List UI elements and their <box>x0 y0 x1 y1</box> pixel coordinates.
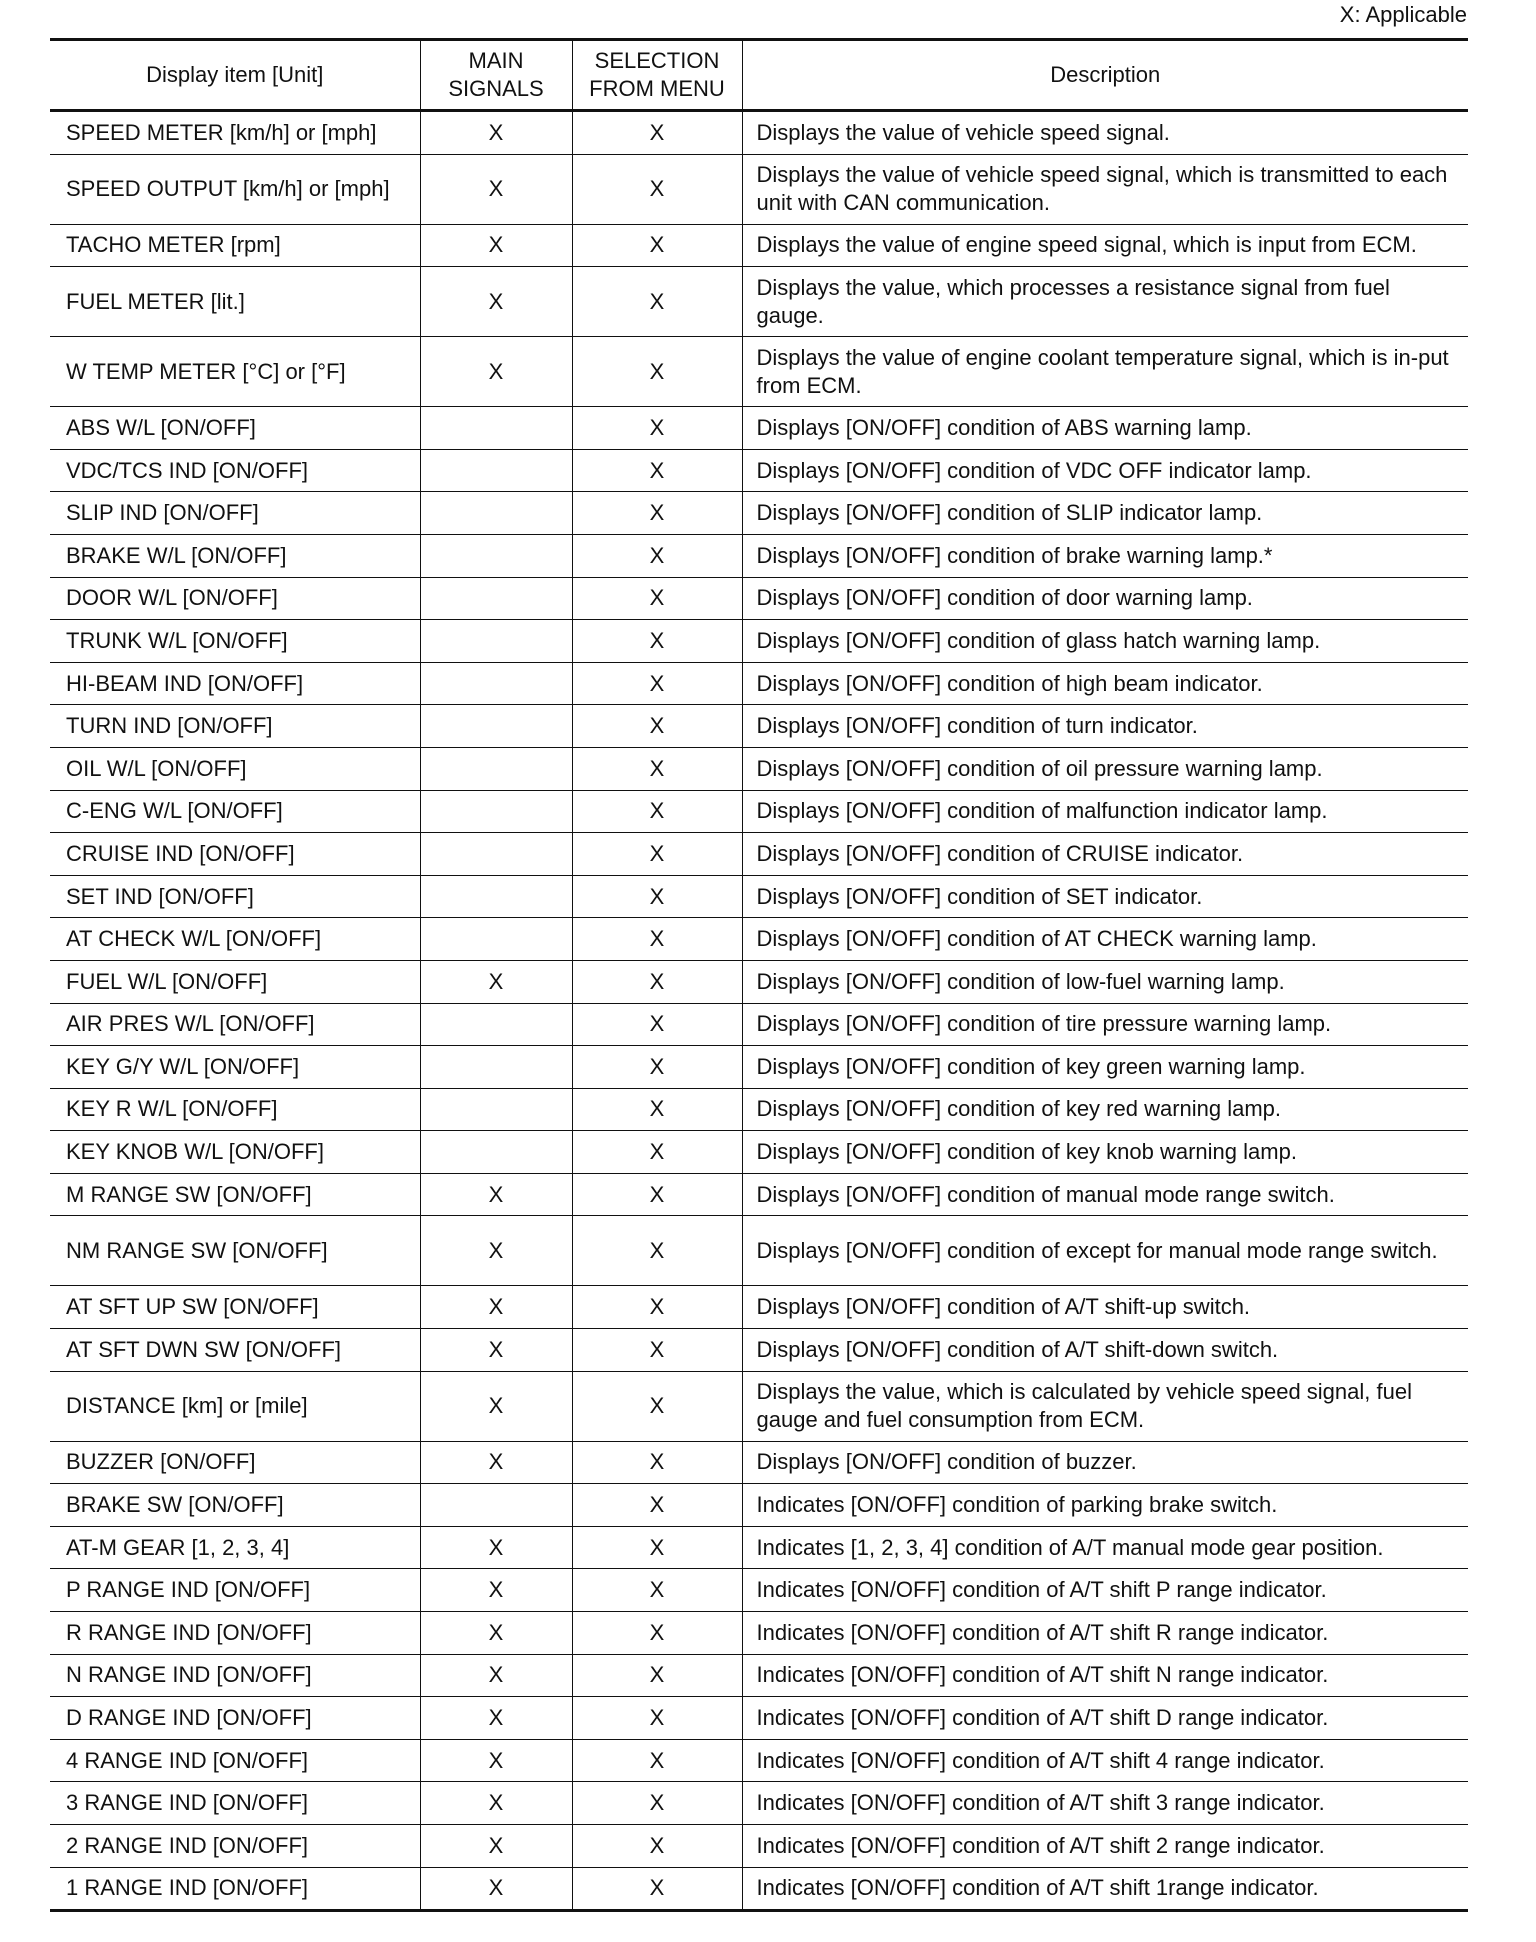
description-cell: Indicates [ON/OFF] condition of A/T shift 2 range indicator. <box>742 1825 1468 1868</box>
header-row <box>50 40 1468 111</box>
display-item-cell: 3 RANGE IND [ON/OFF] <box>50 1782 420 1825</box>
display-item-cell: KEY KNOB W/L [ON/OFF] <box>50 1131 420 1174</box>
selection-from-menu-cell: X <box>572 1441 742 1484</box>
table-row <box>50 534 1468 577</box>
selection-from-menu-cell: X <box>572 337 742 407</box>
selection-from-menu-cell: X <box>572 111 742 155</box>
selection-from-menu-cell: X <box>572 492 742 535</box>
selection-from-menu-cell: X <box>572 407 742 450</box>
selection-from-menu-cell: X <box>572 620 742 663</box>
main-signals-cell <box>420 1484 572 1527</box>
table-row <box>50 620 1468 663</box>
header-selection-from-menu: SELECTION FROM MENU <box>572 40 742 111</box>
applicable-legend: X: Applicable <box>1339 2 1467 27</box>
table-row <box>50 1526 1468 1569</box>
description-cell: Indicates [ON/OFF] condition of A/T shift D range indicator. <box>742 1697 1468 1740</box>
description-cell: Displays [ON/OFF] condition of A/T shift-down switch. <box>742 1329 1468 1372</box>
main-signals-cell <box>420 1131 572 1174</box>
header-display-item: Display item [Unit] <box>50 40 420 111</box>
selection-from-menu-cell: X <box>572 1003 742 1046</box>
table-row <box>50 1286 1468 1329</box>
display-item-cell: FUEL W/L [ON/OFF] <box>50 960 420 1003</box>
main-signals-cell: X <box>420 154 572 224</box>
main-signals-cell: X <box>420 224 572 267</box>
main-signals-cell <box>420 833 572 876</box>
display-item-cell: SPEED METER [km/h] or [mph] <box>50 111 420 155</box>
display-items-table <box>50 38 1468 1912</box>
selection-from-menu-cell: X <box>572 1371 742 1441</box>
description-cell: Indicates [ON/OFF] condition of A/T shift 1range indicator. <box>742 1867 1468 1911</box>
display-item-cell: FUEL METER [lit.] <box>50 267 420 337</box>
table-row <box>50 1569 1468 1612</box>
display-item-cell: TACHO METER [rpm] <box>50 224 420 267</box>
table-row <box>50 1216 1468 1286</box>
description-cell: Displays [ON/OFF] condition of except for manual mode range switch. <box>742 1216 1468 1286</box>
main-signals-cell: X <box>420 1286 572 1329</box>
selection-from-menu-cell: X <box>572 1697 742 1740</box>
table-row <box>50 577 1468 620</box>
selection-from-menu-cell: X <box>572 1484 742 1527</box>
description-cell: Displays the value of engine coolant temperature signal, which is in-put from ECM. <box>742 337 1468 407</box>
table-row <box>50 111 1468 155</box>
selection-from-menu-cell: X <box>572 224 742 267</box>
table-row <box>50 1484 1468 1527</box>
description-cell: Displays [ON/OFF] condition of tire pressure warning lamp. <box>742 1003 1468 1046</box>
description-cell: Displays [ON/OFF] condition of door warning lamp. <box>742 577 1468 620</box>
table-row <box>50 960 1468 1003</box>
selection-from-menu-cell: X <box>572 1173 742 1216</box>
description-cell: Displays [ON/OFF] condition of CRUISE indicator. <box>742 833 1468 876</box>
selection-from-menu-cell: X <box>572 1739 742 1782</box>
table-body <box>50 111 1468 1911</box>
selection-from-menu-cell: X <box>572 534 742 577</box>
table-row <box>50 833 1468 876</box>
display-item-cell: SLIP IND [ON/OFF] <box>50 492 420 535</box>
description-cell: Displays [ON/OFF] condition of AT CHECK warning lamp. <box>742 918 1468 961</box>
selection-from-menu-cell: X <box>572 1867 742 1911</box>
table-row <box>50 1441 1468 1484</box>
table-row <box>50 1739 1468 1782</box>
selection-from-menu-cell: X <box>572 154 742 224</box>
description-cell: Displays the value, which is calculated by vehicle speed signal, fuel gauge and fuel consumption from ECM. <box>742 1371 1468 1441</box>
table-row <box>50 747 1468 790</box>
display-item-cell: KEY G/Y W/L [ON/OFF] <box>50 1046 420 1089</box>
description-cell: Indicates [ON/OFF] condition of A/T shift N range indicator. <box>742 1654 1468 1697</box>
main-signals-cell: X <box>420 1441 572 1484</box>
table-row <box>50 1088 1468 1131</box>
main-signals-cell: X <box>420 1867 572 1911</box>
main-signals-cell <box>420 492 572 535</box>
display-item-cell: TRUNK W/L [ON/OFF] <box>50 620 420 663</box>
main-signals-cell: X <box>420 1216 572 1286</box>
description-cell: Indicates [ON/OFF] condition of A/T shift R range indicator. <box>742 1612 1468 1655</box>
description-cell: Indicates [ON/OFF] condition of parking brake switch. <box>742 1484 1468 1527</box>
display-item-cell: AT SFT DWN SW [ON/OFF] <box>50 1329 420 1372</box>
description-cell: Displays [ON/OFF] condition of malfunction indicator lamp. <box>742 790 1468 833</box>
table-row <box>50 407 1468 450</box>
description-cell: Displays [ON/OFF] condition of oil pressure warning lamp. <box>742 747 1468 790</box>
table-row <box>50 662 1468 705</box>
description-cell: Displays the value of engine speed signal, which is input from ECM. <box>742 224 1468 267</box>
display-item-cell: TURN IND [ON/OFF] <box>50 705 420 748</box>
display-item-cell: BRAKE W/L [ON/OFF] <box>50 534 420 577</box>
table-row <box>50 1654 1468 1697</box>
table-row <box>50 1867 1468 1911</box>
table-row <box>50 1371 1468 1441</box>
display-item-cell: M RANGE SW [ON/OFF] <box>50 1173 420 1216</box>
description-cell: Displays [ON/OFF] condition of A/T shift-up switch. <box>742 1286 1468 1329</box>
description-cell: Displays [ON/OFF] condition of VDC OFF indicator lamp. <box>742 449 1468 492</box>
selection-from-menu-cell: X <box>572 1654 742 1697</box>
main-signals-cell <box>420 662 572 705</box>
description-cell: Displays [ON/OFF] condition of SET indicator. <box>742 875 1468 918</box>
table-row <box>50 337 1468 407</box>
display-item-cell: AT CHECK W/L [ON/OFF] <box>50 918 420 961</box>
description-cell: Indicates [ON/OFF] condition of A/T shift P range indicator. <box>742 1569 1468 1612</box>
display-item-cell: HI-BEAM IND [ON/OFF] <box>50 662 420 705</box>
table-row <box>50 449 1468 492</box>
description-cell: Displays [ON/OFF] condition of key knob warning lamp. <box>742 1131 1468 1174</box>
main-signals-cell: X <box>420 1825 572 1868</box>
table-row <box>50 1131 1468 1174</box>
display-item-cell: CRUISE IND [ON/OFF] <box>50 833 420 876</box>
selection-from-menu-cell: X <box>572 875 742 918</box>
selection-from-menu-cell: X <box>572 267 742 337</box>
display-item-cell: OIL W/L [ON/OFF] <box>50 747 420 790</box>
main-signals-cell: X <box>420 1697 572 1740</box>
main-signals-cell <box>420 577 572 620</box>
table-row <box>50 1003 1468 1046</box>
table-header <box>50 40 1468 111</box>
description-cell: Displays [ON/OFF] condition of high beam indicator. <box>742 662 1468 705</box>
selection-from-menu-cell: X <box>572 1216 742 1286</box>
selection-from-menu-cell: X <box>572 1046 742 1089</box>
description-cell: Displays [ON/OFF] condition of key green warning lamp. <box>742 1046 1468 1089</box>
main-signals-cell: X <box>420 1782 572 1825</box>
display-item-cell: SPEED OUTPUT [km/h] or [mph] <box>50 154 420 224</box>
display-item-cell: D RANGE IND [ON/OFF] <box>50 1697 420 1740</box>
main-signals-cell <box>420 790 572 833</box>
selection-from-menu-cell: X <box>572 1782 742 1825</box>
main-signals-cell: X <box>420 1654 572 1697</box>
main-signals-cell <box>420 918 572 961</box>
description-cell: Indicates [ON/OFF] condition of A/T shift 4 range indicator. <box>742 1739 1468 1782</box>
main-signals-cell <box>420 1088 572 1131</box>
description-cell: Displays [ON/OFF] condition of brake warning lamp.* <box>742 534 1468 577</box>
main-signals-cell: X <box>420 267 572 337</box>
main-signals-cell <box>420 449 572 492</box>
description-cell: Indicates [ON/OFF] condition of A/T shift 3 range indicator. <box>742 1782 1468 1825</box>
main-signals-cell: X <box>420 960 572 1003</box>
table-row <box>50 875 1468 918</box>
main-signals-cell <box>420 1046 572 1089</box>
selection-from-menu-cell: X <box>572 918 742 961</box>
table-row <box>50 1697 1468 1740</box>
table-row <box>50 1782 1468 1825</box>
main-signals-cell <box>420 620 572 663</box>
display-item-cell: W TEMP METER [°C] or [°F] <box>50 337 420 407</box>
display-item-cell: R RANGE IND [ON/OFF] <box>50 1612 420 1655</box>
display-item-cell: 4 RANGE IND [ON/OFF] <box>50 1739 420 1782</box>
table-row <box>50 224 1468 267</box>
main-signals-cell: X <box>420 1173 572 1216</box>
description-cell: Displays [ON/OFF] condition of buzzer. <box>742 1441 1468 1484</box>
description-cell: Indicates [1, 2, 3, 4] condition of A/T manual mode gear position. <box>742 1526 1468 1569</box>
display-item-cell: DISTANCE [km] or [mile] <box>50 1371 420 1441</box>
display-item-cell: N RANGE IND [ON/OFF] <box>50 1654 420 1697</box>
display-item-cell: AT SFT UP SW [ON/OFF] <box>50 1286 420 1329</box>
main-signals-cell <box>420 747 572 790</box>
selection-from-menu-cell: X <box>572 1569 742 1612</box>
selection-from-menu-cell: X <box>572 1286 742 1329</box>
header-description: Description <box>742 40 1468 111</box>
display-item-cell: AT-M GEAR [1, 2, 3, 4] <box>50 1526 420 1569</box>
main-signals-cell: X <box>420 1569 572 1612</box>
main-signals-cell: X <box>420 1739 572 1782</box>
display-item-cell: DOOR W/L [ON/OFF] <box>50 577 420 620</box>
display-item-cell: 2 RANGE IND [ON/OFF] <box>50 1825 420 1868</box>
description-cell: Displays [ON/OFF] condition of manual mode range switch. <box>742 1173 1468 1216</box>
main-signals-cell <box>420 534 572 577</box>
selection-from-menu-cell: X <box>572 1329 742 1372</box>
selection-from-menu-cell: X <box>572 662 742 705</box>
selection-from-menu-cell: X <box>572 1825 742 1868</box>
selection-from-menu-cell: X <box>572 1526 742 1569</box>
description-cell: Displays [ON/OFF] condition of glass hatch warning lamp. <box>742 620 1468 663</box>
display-item-cell: NM RANGE SW [ON/OFF] <box>50 1216 420 1286</box>
display-item-cell: P RANGE IND [ON/OFF] <box>50 1569 420 1612</box>
table-row <box>50 1612 1468 1655</box>
main-signals-cell: X <box>420 111 572 155</box>
display-item-cell: AIR PRES W/L [ON/OFF] <box>50 1003 420 1046</box>
selection-from-menu-cell: X <box>572 960 742 1003</box>
selection-from-menu-cell: X <box>572 790 742 833</box>
table-row <box>50 1046 1468 1089</box>
selection-from-menu-cell: X <box>572 449 742 492</box>
display-item-cell: SET IND [ON/OFF] <box>50 875 420 918</box>
description-cell: Displays [ON/OFF] condition of key red warning lamp. <box>742 1088 1468 1131</box>
description-cell: Displays the value, which processes a resistance signal from fuel gauge. <box>742 267 1468 337</box>
table-row <box>50 154 1468 224</box>
main-signals-cell <box>420 407 572 450</box>
main-signals-cell: X <box>420 1329 572 1372</box>
description-cell: Displays [ON/OFF] condition of ABS warning lamp. <box>742 407 1468 450</box>
selection-from-menu-cell: X <box>572 1612 742 1655</box>
description-cell: Displays the value of vehicle speed signal. <box>742 111 1468 155</box>
display-item-cell: VDC/TCS IND [ON/OFF] <box>50 449 420 492</box>
main-signals-cell: X <box>420 1612 572 1655</box>
table-row <box>50 1173 1468 1216</box>
header-main-signals: MAIN SIGNALS <box>420 40 572 111</box>
table-row <box>50 267 1468 337</box>
selection-from-menu-cell: X <box>572 1088 742 1131</box>
display-item-cell: BUZZER [ON/OFF] <box>50 1441 420 1484</box>
selection-from-menu-cell: X <box>572 833 742 876</box>
main-signals-cell: X <box>420 337 572 407</box>
main-signals-cell: X <box>420 1526 572 1569</box>
description-cell: Displays [ON/OFF] condition of low-fuel warning lamp. <box>742 960 1468 1003</box>
display-item-cell: ABS W/L [ON/OFF] <box>50 407 420 450</box>
description-cell: Displays [ON/OFF] condition of SLIP indicator lamp. <box>742 492 1468 535</box>
table-row <box>50 705 1468 748</box>
main-signals-cell: X <box>420 1371 572 1441</box>
main-signals-cell <box>420 875 572 918</box>
table-row <box>50 918 1468 961</box>
display-item-cell: BRAKE SW [ON/OFF] <box>50 1484 420 1527</box>
description-cell: Displays [ON/OFF] condition of turn indicator. <box>742 705 1468 748</box>
selection-from-menu-cell: X <box>572 747 742 790</box>
description-cell: Displays the value of vehicle speed signal, which is transmitted to each unit with CAN communication. <box>742 154 1468 224</box>
display-item-cell: C-ENG W/L [ON/OFF] <box>50 790 420 833</box>
selection-from-menu-cell: X <box>572 1131 742 1174</box>
table-row <box>50 1825 1468 1868</box>
display-item-cell: KEY R W/L [ON/OFF] <box>50 1088 420 1131</box>
selection-from-menu-cell: X <box>572 577 742 620</box>
table-row <box>50 790 1468 833</box>
main-signals-cell <box>420 1003 572 1046</box>
display-item-cell: 1 RANGE IND [ON/OFF] <box>50 1867 420 1911</box>
table-row <box>50 1329 1468 1372</box>
table-row <box>50 492 1468 535</box>
selection-from-menu-cell: X <box>572 705 742 748</box>
main-signals-cell <box>420 705 572 748</box>
